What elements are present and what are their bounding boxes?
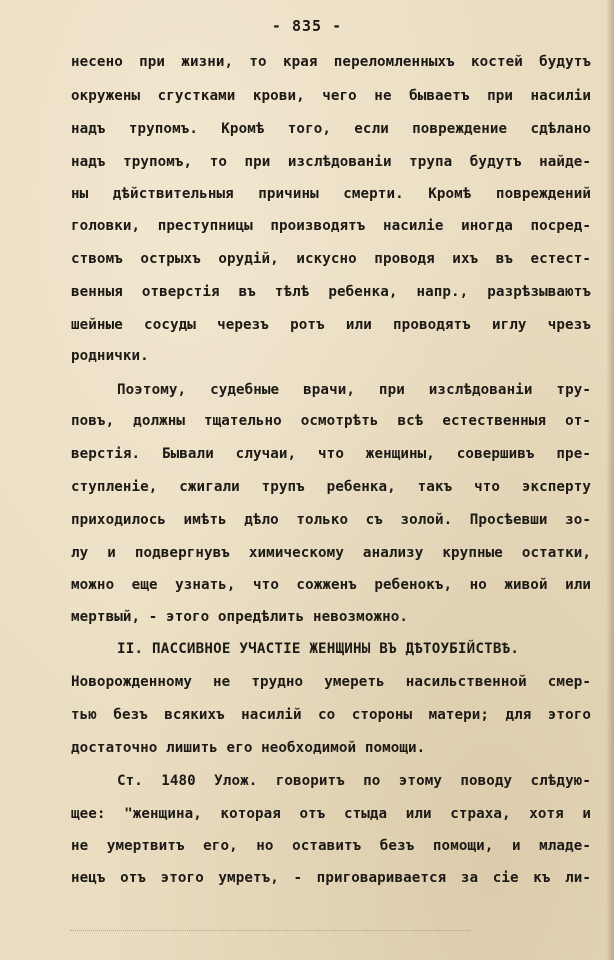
text-line: венныя отверстiя въ тѣлѣ ребенка, напр., разрѣзываютъ — [71, 284, 591, 300]
text-line: приходилось имѣть дѣло только съ золой. Просѣевши зо- — [71, 512, 591, 528]
page-bottom-divider — [70, 930, 470, 931]
text-line: Новорожденному не трудно умереть насильственной смер- — [71, 674, 591, 690]
text-line: нецъ отъ этого умретъ, - приговаривается за сiе къ ли- — [71, 870, 591, 886]
text-line: Ст. 1480 Улож. говоритъ по этому поводу слѣдую- — [117, 773, 591, 789]
text-line: окружены сгустками крови, чего не бываетъ при насилiи — [71, 88, 591, 104]
text-line: надъ трупомъ, то при изслѣдованiи трупа будутъ найде- — [71, 154, 591, 170]
text-line: роднички. — [71, 348, 149, 364]
page-edge-shadow — [606, 0, 614, 960]
text-line: повъ, должны тщательно осмотрѣть всѣ естественныя от- — [71, 413, 591, 429]
text-line: головки, преступницы производятъ насилiе иногда посред- — [71, 218, 591, 234]
text-line: не умертвитъ его, но оставитъ безъ помощи, и младе- — [71, 838, 591, 854]
text-line: ны дѣйствительныя причины смерти. Кромѣ повреждений — [71, 186, 591, 202]
text-line: тью безъ всякихъ насилiй со стороны матери; для этого — [71, 707, 591, 723]
text-line: достаточно лишить его необходимой помощи. — [71, 740, 426, 756]
text-line: мертвый, - этого опредѣлить невозможно. — [71, 609, 409, 625]
text-line: ступленiе, сжигали трупъ ребенка, такъ что эксперту — [71, 479, 591, 495]
text-line: Поэтому, судебные врачи, при изслѣдованiи тру- — [117, 382, 591, 398]
text-line: ствомъ острыхъ орудiй, искусно проводя ихъ въ естест- — [71, 251, 591, 267]
text-line: шейные сосуды черезъ ротъ или проводятъ иглу чрезъ — [71, 317, 591, 333]
section-heading: II. ПАССИВНОЕ УЧАСТIЕ ЖЕНЩИНЫ ВЪ ДѢТОУБIЙСТВѢ. — [117, 641, 520, 657]
page-number: - 835 - — [271, 17, 343, 35]
text-line: можно еще узнать, что сожженъ ребенокъ, но живой или — [71, 577, 591, 593]
text-line: несено при жизни, то края переломленныхъ костей будутъ — [71, 54, 591, 70]
text-line: лу и подвергнувъ химическому анализу крупные остатки, — [71, 545, 591, 561]
text-line: щее: "женщина, которая отъ стыда или страха, хотя и — [71, 806, 591, 822]
text-line: верстiя. Бывали случаи, что женщины, совершивъ пре- — [71, 446, 591, 462]
text-line: надъ трупомъ. Кромѣ того, если повреждение сдѣлано — [71, 121, 591, 137]
